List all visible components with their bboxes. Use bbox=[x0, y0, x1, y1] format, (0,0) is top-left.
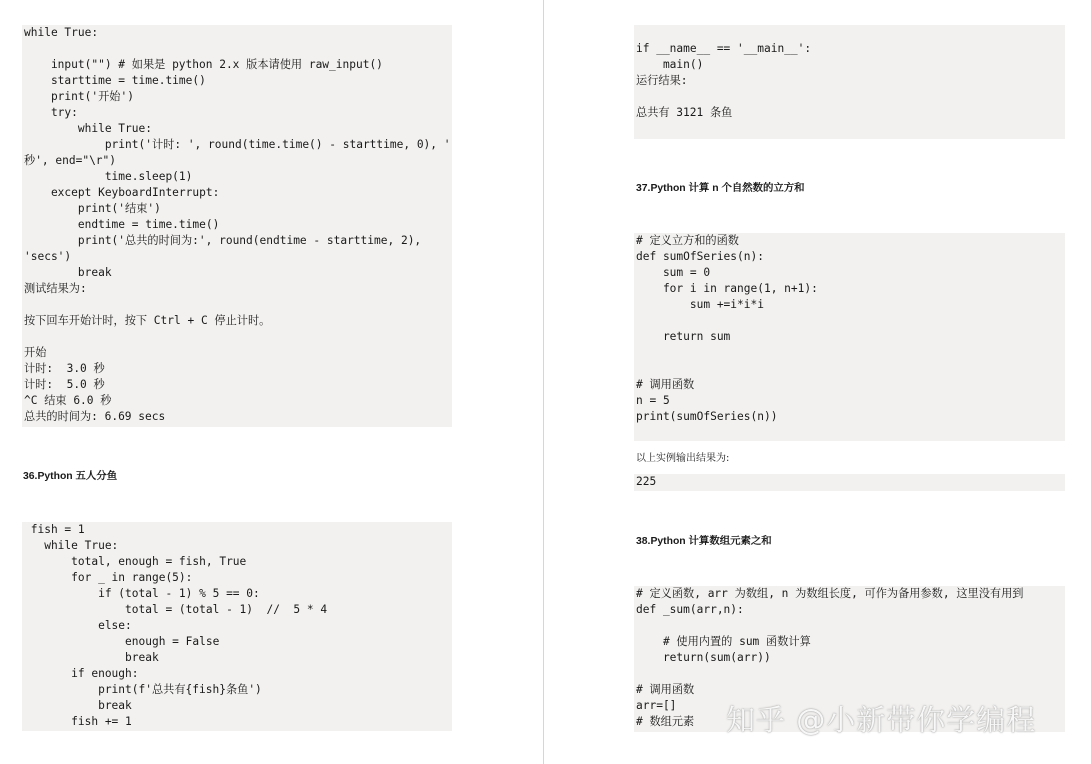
code-line bbox=[636, 361, 1065, 377]
code-line: print('计时: ', round(time.time() - starttime, 0), ' bbox=[24, 138, 451, 151]
code-line: print(sumOfSeries(n)) bbox=[636, 410, 778, 423]
code-line: print('总共的时间为:', round(endtime - starttime, 2), bbox=[24, 234, 422, 247]
code-line bbox=[636, 666, 1065, 682]
heading-37-cube-sum: 37.Python 计算 n 个自然数的立方和 bbox=[636, 183, 805, 194]
code-line: 总共的时间为: 6.69 secs bbox=[24, 410, 166, 423]
code-line: total, enough = fish, True bbox=[24, 555, 247, 568]
code-line: while True: bbox=[24, 122, 152, 135]
code-line bbox=[636, 25, 1065, 41]
code-line: ^C 结束 6.0 秒 bbox=[24, 394, 112, 407]
heading-38-array-sum: 38.Python 计算数组元素之和 bbox=[636, 536, 772, 547]
code-line bbox=[24, 297, 452, 313]
output-code-block bbox=[634, 474, 1065, 491]
code-line: # 定义函数, arr 为数组, n 为数组长度, 可作为备用参数, 这里没有用到 bbox=[636, 587, 1024, 600]
code-line: break bbox=[24, 266, 112, 279]
code-line: sum +=i*i*i bbox=[636, 298, 764, 311]
code-line: arr=[] bbox=[636, 699, 677, 712]
code-line: def sumOfSeries(n): bbox=[636, 250, 764, 263]
code-line: # 数组元素 bbox=[636, 715, 695, 728]
code-line: 总共有 3121 条鱼 bbox=[636, 106, 733, 119]
code-line: sum = 0 bbox=[636, 266, 711, 279]
code-line: input("") # 如果是 python 2.x 版本请使用 raw_input() bbox=[24, 58, 383, 71]
code-line: break bbox=[24, 699, 132, 712]
code-line: time.sleep(1) bbox=[24, 170, 193, 183]
code-line: # 定义立方和的函数 bbox=[636, 234, 739, 247]
code-line: while True: bbox=[24, 539, 119, 552]
code-line: total = (total - 1) // 5 * 4 bbox=[24, 603, 328, 616]
code-line: 测试结果为: bbox=[24, 282, 87, 295]
code-line: try: bbox=[24, 106, 78, 119]
code-line: else: bbox=[24, 619, 132, 632]
code-line: for _ in range(5): bbox=[24, 571, 193, 584]
code-line: 按下回车开始计时，按下 Ctrl + C 停止计时。 bbox=[24, 314, 271, 327]
code-line bbox=[636, 313, 1065, 329]
output-value: 225 bbox=[636, 475, 657, 488]
code-line: if (total - 1) % 5 == 0: bbox=[24, 587, 260, 600]
code-line: print('开始') bbox=[24, 90, 134, 103]
code-line: if enough: bbox=[24, 667, 139, 680]
code-line bbox=[636, 89, 1065, 105]
code-line bbox=[24, 41, 452, 57]
code-line: 运行结果: bbox=[636, 74, 688, 87]
code-line: if __name__ == '__main__': bbox=[636, 42, 812, 55]
code-line: # 使用内置的 sum 函数计算 bbox=[636, 635, 811, 648]
zhihu-watermark: 知乎 @小新带你学编程 bbox=[726, 703, 1037, 737]
fish-code-block bbox=[22, 522, 452, 731]
code-line: 计时: 3.0 秒 bbox=[24, 362, 105, 375]
code-line: except KeyboardInterrupt: bbox=[24, 186, 220, 199]
output-label: 以上实例输出结果为: bbox=[636, 453, 730, 464]
code-line: print('结束') bbox=[24, 202, 161, 215]
code-line: while True: bbox=[24, 26, 99, 39]
code-line: enough = False bbox=[24, 635, 220, 648]
code-line: 开始 bbox=[24, 346, 47, 359]
code-line bbox=[24, 329, 452, 345]
code-line: fish = 1 bbox=[24, 523, 85, 536]
code-line: def _sum(arr,n): bbox=[636, 603, 744, 616]
code-line: main() bbox=[636, 58, 704, 71]
code-line: 'secs') bbox=[24, 250, 72, 263]
code-line: n = 5 bbox=[636, 394, 670, 407]
code-line: 秒', end="\r") bbox=[24, 154, 117, 167]
code-line: print(f'总共有{fish}条鱼') bbox=[24, 683, 262, 696]
code-line: break bbox=[24, 651, 159, 664]
page-divider bbox=[543, 0, 544, 764]
timer-code-block bbox=[22, 25, 452, 427]
code-line: for i in range(1, n+1): bbox=[636, 282, 818, 295]
code-line: # 调用函数 bbox=[636, 683, 695, 696]
code-line: # 调用函数 bbox=[636, 378, 695, 391]
code-line bbox=[636, 618, 1065, 634]
code-line: starttime = time.time() bbox=[24, 74, 206, 87]
code-line: return(sum(arr)) bbox=[636, 651, 771, 664]
heading-36-five-fishermen: 36.Python 五人分鱼 bbox=[23, 471, 118, 482]
main-call-code-block bbox=[634, 25, 1065, 139]
code-line bbox=[636, 345, 1065, 361]
code-line: return sum bbox=[636, 330, 731, 343]
code-line: endtime = time.time() bbox=[24, 218, 220, 231]
code-line: 计时: 5.0 秒 bbox=[24, 378, 105, 391]
code-line: fish += 1 bbox=[24, 715, 132, 728]
cube-sum-code-block bbox=[634, 233, 1065, 441]
